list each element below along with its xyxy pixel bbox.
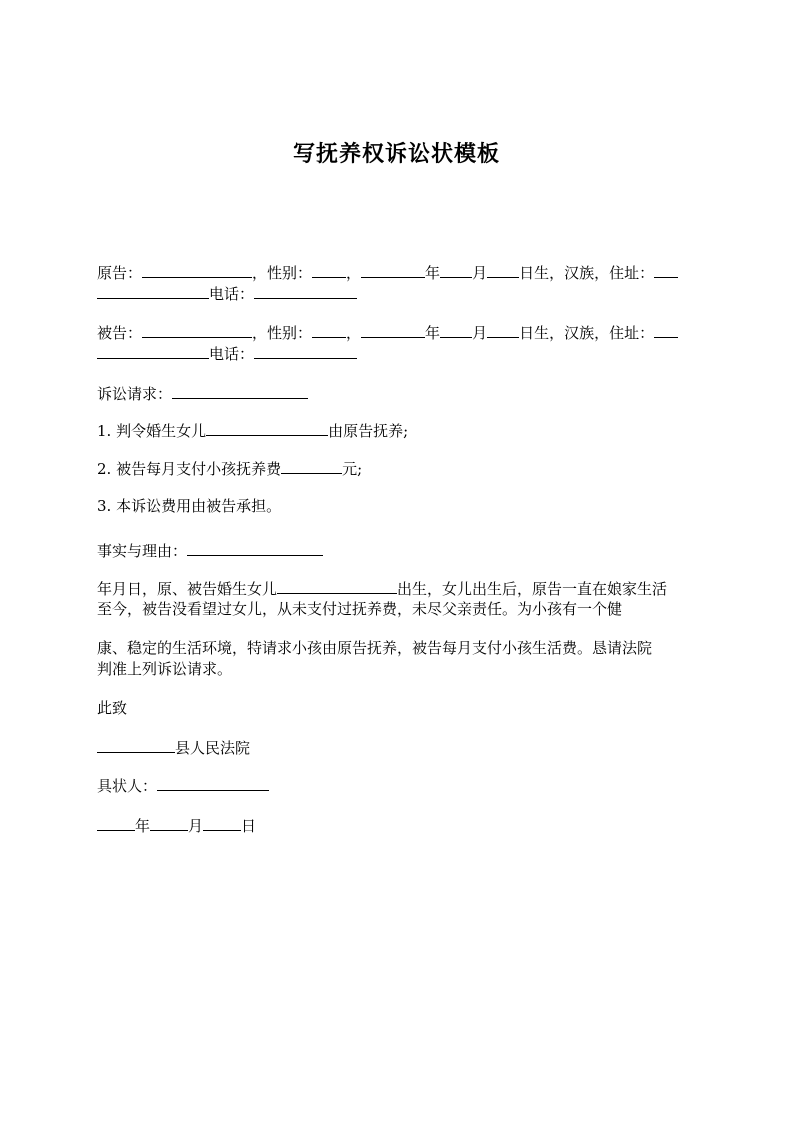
- claim-3: [97, 496, 281, 516]
- defendant-address-blank-1[interactable]: [654, 322, 678, 338]
- defendant-line-1: [97, 322, 678, 343]
- plaintiff-line-2: [97, 283, 357, 304]
- plaintiff-gender-blank[interactable]: [312, 262, 346, 278]
- claims-label: 诉讼请求：: [97, 385, 173, 403]
- defendant-label: 被告：: [97, 324, 143, 342]
- defendant-year-label: 年: [425, 324, 441, 342]
- facts-line-4-text: 判准上列诉讼请求。: [97, 660, 233, 678]
- facts-heading-line: [97, 540, 323, 561]
- plaintiff-year-label: 年: [425, 264, 441, 282]
- plaintiff-birth-day-blank[interactable]: [487, 262, 519, 278]
- date-month-label: 月: [188, 817, 204, 835]
- date-year-blank[interactable]: [97, 815, 135, 831]
- daughter-name-blank[interactable]: [206, 420, 328, 436]
- defendant-line-2: [97, 343, 357, 364]
- facts-line-3-text: 康、稳定的生活环境，特请求小孩由原告抚养，被告每月支付小孩生活费。恳请法院: [97, 639, 653, 657]
- plaintiff-address-blank-1[interactable]: [654, 262, 678, 278]
- court-name: 县人民法院: [175, 739, 251, 757]
- plaintiff-birth-year-blank[interactable]: [361, 262, 425, 278]
- plaintiff-gender-label: ，性别：: [252, 264, 313, 282]
- defendant-birth-year-blank[interactable]: [361, 322, 425, 338]
- facts-line-1: [97, 578, 667, 599]
- support-amount-blank[interactable]: [281, 458, 342, 474]
- claim-1-end: 由原告抚养;: [328, 422, 409, 440]
- facts-line-1-end: 出生，女儿出生后，原告一直在娘家生活: [397, 580, 668, 598]
- facts-line-4: [97, 659, 232, 679]
- defendant-month-label: 月: [472, 324, 488, 342]
- defendant-birth-month-blank[interactable]: [440, 322, 472, 338]
- defendant-phone-label: 电话：: [209, 345, 255, 363]
- county-blank[interactable]: [97, 737, 175, 753]
- plaintiff-name-blank[interactable]: [142, 262, 252, 278]
- plaintiff-label: 原告：: [97, 264, 143, 282]
- defendant-name-blank[interactable]: [142, 322, 252, 338]
- claim-2-start: 2. 被告每月支付小孩抚养费: [97, 460, 282, 478]
- claim-2-end: 元;: [342, 460, 363, 478]
- plaintiff-phone-blank[interactable]: [254, 283, 357, 299]
- claim-2: [97, 458, 362, 479]
- facts-line-3: [97, 638, 652, 658]
- claim-1: [97, 420, 408, 441]
- plaintiff-birth-month-blank[interactable]: [440, 262, 472, 278]
- signer-line: [97, 775, 269, 796]
- claims-blank[interactable]: [172, 383, 308, 399]
- defendant-address-blank-2[interactable]: [97, 343, 209, 359]
- salutation-line: [97, 698, 127, 718]
- defendant-gender-label: ，性别：: [252, 324, 313, 342]
- facts-line-1-start: 年月日，原、被告婚生女儿: [97, 580, 278, 598]
- defendant-phone-blank[interactable]: [254, 343, 357, 359]
- defendant-day-rest: 日生，汉族，住址：: [519, 324, 655, 342]
- claim-3-text: 3. 本诉讼费用由被告承担。: [97, 497, 282, 515]
- date-year-label: 年: [135, 817, 151, 835]
- facts-line-2: [97, 599, 622, 619]
- facts-label: 事实与理由：: [97, 542, 188, 560]
- claims-heading-line: [97, 383, 308, 404]
- daughter-birth-blank[interactable]: [277, 578, 397, 594]
- facts-blank[interactable]: [187, 540, 323, 556]
- facts-line-2-text: 至今，被告没看望过女儿，从未支付过抚养费，未尽父亲责任。为小孩有一个健: [97, 600, 623, 618]
- claim-1-start: 1. 判令婚生女儿: [97, 422, 207, 440]
- defendant-birth-day-blank[interactable]: [487, 322, 519, 338]
- plaintiff-phone-label: 电话：: [209, 285, 255, 303]
- court-line: [97, 737, 250, 758]
- date-month-blank[interactable]: [150, 815, 188, 831]
- plaintiff-day-rest: 日生，汉族，住址：: [519, 264, 655, 282]
- defendant-gender-blank[interactable]: [312, 322, 346, 338]
- salutation: 此致: [97, 699, 128, 717]
- plaintiff-comma: ，: [346, 264, 362, 282]
- document-title: 写抚养权诉讼状模板: [292, 141, 500, 167]
- plaintiff-month-label: 月: [472, 264, 488, 282]
- plaintiff-line-1: [97, 262, 678, 283]
- signer-label: 具状人：: [97, 777, 158, 795]
- defendant-comma: ，: [346, 324, 362, 342]
- date-line: [97, 815, 256, 836]
- plaintiff-address-blank-2[interactable]: [97, 283, 209, 299]
- date-day-label: 日: [241, 817, 257, 835]
- date-day-blank[interactable]: [203, 815, 241, 831]
- signer-blank[interactable]: [157, 775, 269, 791]
